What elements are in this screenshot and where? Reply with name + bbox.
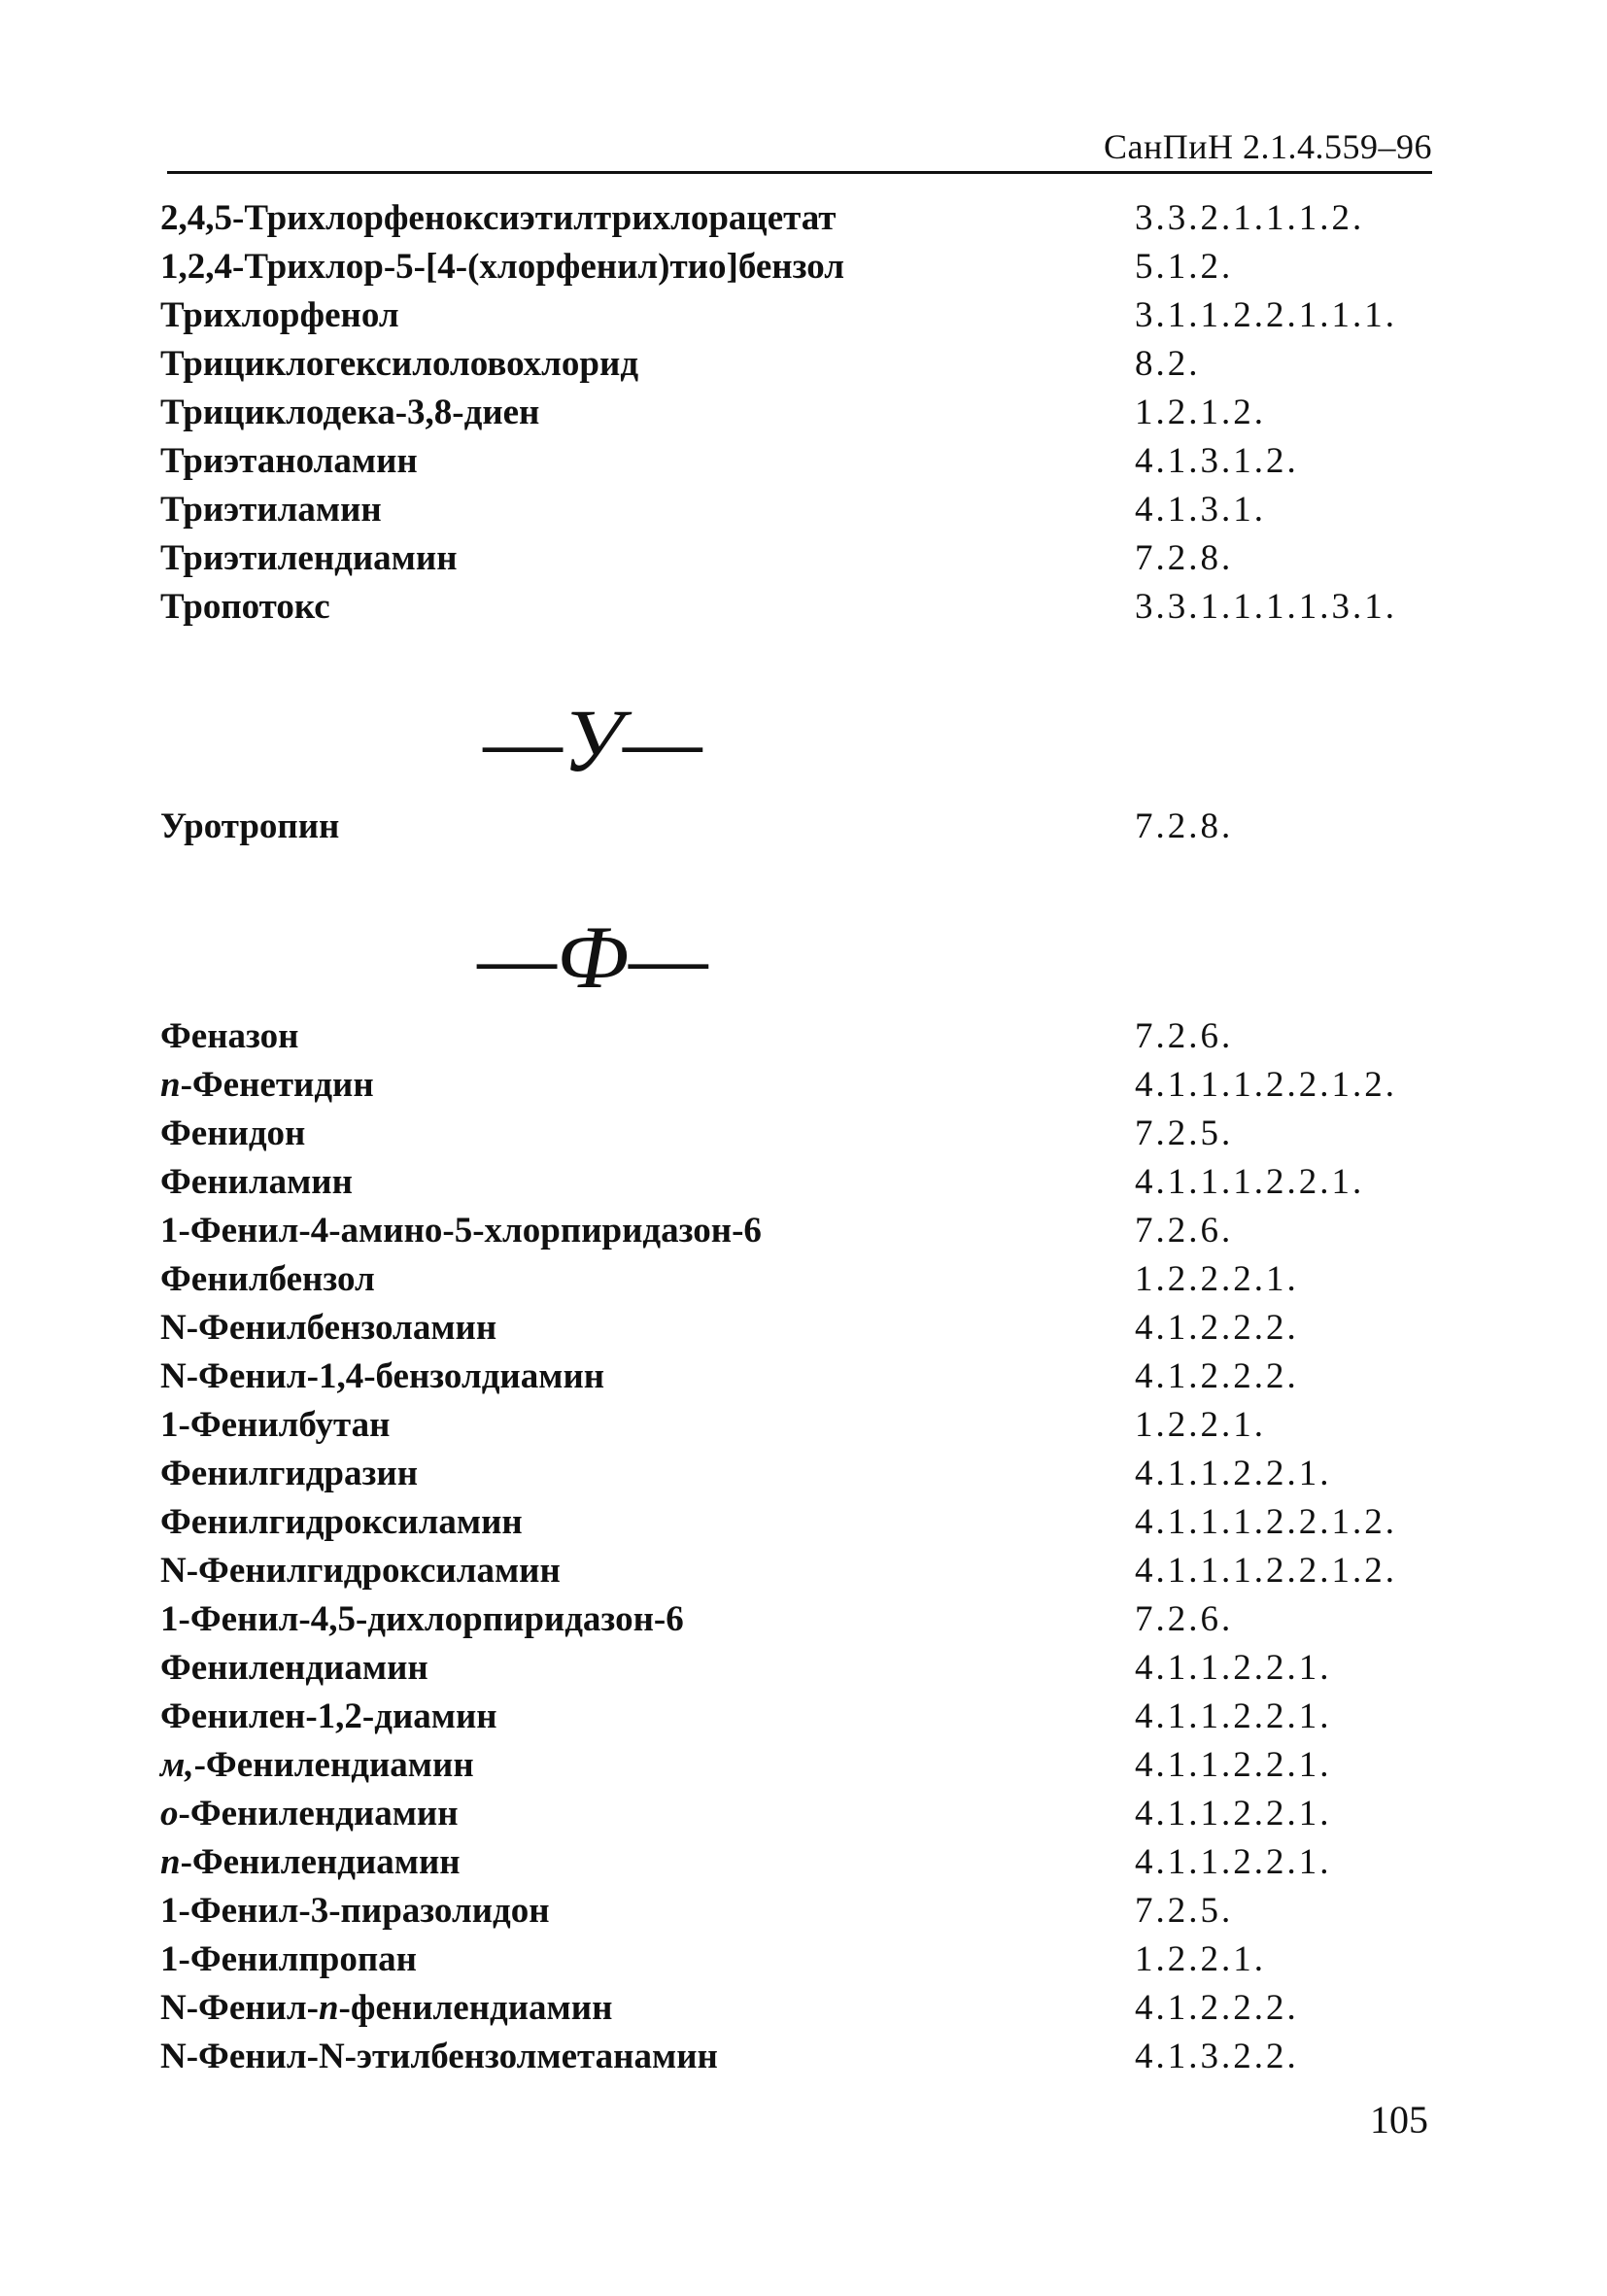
entry-name: N-Фенилбензоламин xyxy=(160,1308,497,1348)
entry-ref: 4.1.1.1.2.2.1. xyxy=(1135,1162,1365,1202)
entry-name: Триэтиламин xyxy=(160,490,382,530)
entry-name: 1,2,4-Трихлор-5-[4-(хлорфенил)тио]бензол xyxy=(160,247,844,287)
entry-ref: 7.2.6. xyxy=(1135,1016,1234,1056)
entry-ref: 4.1.3.2.2. xyxy=(1135,2037,1299,2076)
entry-ref: 7.2.6. xyxy=(1135,1599,1234,1639)
entry-ref: 5.1.2. xyxy=(1135,247,1234,287)
entry-name-text: -Фенилендиамин xyxy=(180,1842,461,1882)
entry-name: Фенилгидразин xyxy=(160,1454,419,1493)
entry-prefix: м, xyxy=(160,1745,194,1785)
entry-name-text: -Фенилендиамин xyxy=(193,1745,474,1785)
entry-ref: 4.1.1.1.2.2.1.2. xyxy=(1135,1065,1397,1105)
entry-name: Триэтаноламин xyxy=(160,441,418,481)
entry-name: N-Фенил-1,4-бензолдиамин xyxy=(160,1356,605,1396)
entry-name: Фенилендиамин xyxy=(160,1648,428,1688)
document-id: СанПиН 2.1.4.559–96 xyxy=(1103,127,1432,166)
entry-name: Триэтилендиамин xyxy=(160,538,458,578)
entry-name: N-Фенилгидроксиламин xyxy=(160,1551,561,1591)
entry-name-text: N-Фенил- xyxy=(160,1988,319,2028)
entry-name: N-Фенил-N-этилбензолметанамин xyxy=(160,2037,718,2076)
entry-ref: 4.1.1.2.2.1. xyxy=(1135,1842,1332,1882)
entry-name xyxy=(160,1984,612,2033)
letter-heading-f: —Ф— xyxy=(477,908,708,1007)
entry-prefix: о xyxy=(160,1794,179,1833)
entry-ref: 7.2.8. xyxy=(1135,806,1234,846)
entry-ref: 3.3.1.1.1.1.3.1. xyxy=(1135,587,1397,627)
entry-ref: 1.2.2.1. xyxy=(1135,1939,1266,1979)
entry-ref: 4.1.1.2.2.1. xyxy=(1135,1454,1332,1493)
entry-name xyxy=(160,1741,474,1790)
entry-ref: 4.1.1.2.2.1. xyxy=(1135,1648,1332,1688)
entry-name-tail: -фенилендиамин xyxy=(338,1988,613,2028)
entry-name xyxy=(160,1061,374,1110)
entry-ref: 7.2.8. xyxy=(1135,538,1234,578)
entry-name: Фенилбензол xyxy=(160,1259,375,1299)
entry-name: 1-Фенил-4,5-дихлорпиридазон-6 xyxy=(160,1599,684,1639)
entry-ref: 3.3.2.1.1.1.2. xyxy=(1135,198,1365,238)
entry-name: Фенилен-1,2-диамин xyxy=(160,1696,497,1736)
entry-ref: 8.2. xyxy=(1135,344,1201,384)
entry-name: 2,4,5-Трихлорфеноксиэтилтрихлорацетат xyxy=(160,198,837,238)
entry-ref: 7.2.6. xyxy=(1135,1211,1234,1251)
entry-ref: 4.1.3.1.2. xyxy=(1135,441,1299,481)
entry-name: 1-Фенил-3-пиразолидон xyxy=(160,1891,550,1931)
entry-name: Феназон xyxy=(160,1016,299,1056)
entry-name xyxy=(160,1790,459,1838)
entry-ref: 4.1.2.2.2. xyxy=(1135,1356,1299,1396)
entry-ref: 1.2.2.2.1. xyxy=(1135,1259,1299,1299)
entry-ref: 7.2.5. xyxy=(1135,1891,1234,1931)
entry-ref: 4.1.1.2.2.1. xyxy=(1135,1696,1332,1736)
entry-ref: 4.1.3.1. xyxy=(1135,490,1266,530)
entry-name: Уротропин xyxy=(160,806,340,846)
entry-name-text: -Фенетидин xyxy=(180,1065,374,1105)
entry-name: Трихлорфенол xyxy=(160,295,399,335)
entry-ref: 4.1.2.2.2. xyxy=(1135,1308,1299,1348)
entry-name: Фенидон xyxy=(160,1114,306,1153)
entry-ref: 4.1.1.1.2.2.1.2. xyxy=(1135,1551,1397,1591)
entry-name xyxy=(160,1838,461,1887)
entry-name-text: -Фенилендиамин xyxy=(178,1794,459,1833)
entry-name: Трициклогексилоловохлорид xyxy=(160,344,639,384)
entry-ref: 4.1.2.2.2. xyxy=(1135,1988,1299,2028)
entry-ref: 4.1.1.2.2.1. xyxy=(1135,1794,1332,1833)
entry-name: Фениламин xyxy=(160,1162,353,1202)
entry-name: Тропотокс xyxy=(160,587,330,627)
entry-prefix: п xyxy=(160,1065,181,1105)
entry-ref: 1.2.2.1. xyxy=(1135,1405,1266,1445)
page-number: 105 xyxy=(1370,2098,1428,2142)
entry-ref: 4.1.1.2.2.1. xyxy=(1135,1745,1332,1785)
entry-ref: 7.2.5. xyxy=(1135,1114,1234,1153)
entry-ref: 1.2.1.2. xyxy=(1135,393,1266,432)
entry-name: Фенилгидроксиламин xyxy=(160,1502,523,1542)
entry-name: 1-Фенил-4-амино-5-хлорпиридазон-6 xyxy=(160,1211,762,1251)
entry-name: 1-Фенилбутан xyxy=(160,1405,391,1445)
entry-name: 1-Фенилпропан xyxy=(160,1939,417,1979)
entry-infix: п xyxy=(318,1988,339,2028)
letter-heading-u: —У— xyxy=(483,691,702,790)
entry-ref: 3.1.1.2.2.1.1.1. xyxy=(1135,295,1397,335)
page-header xyxy=(167,117,1432,174)
entry-ref: 4.1.1.1.2.2.1.2. xyxy=(1135,1502,1397,1542)
entry-prefix: п xyxy=(160,1842,181,1882)
entry-name: Трициклодека-3,8-диен xyxy=(160,393,540,432)
